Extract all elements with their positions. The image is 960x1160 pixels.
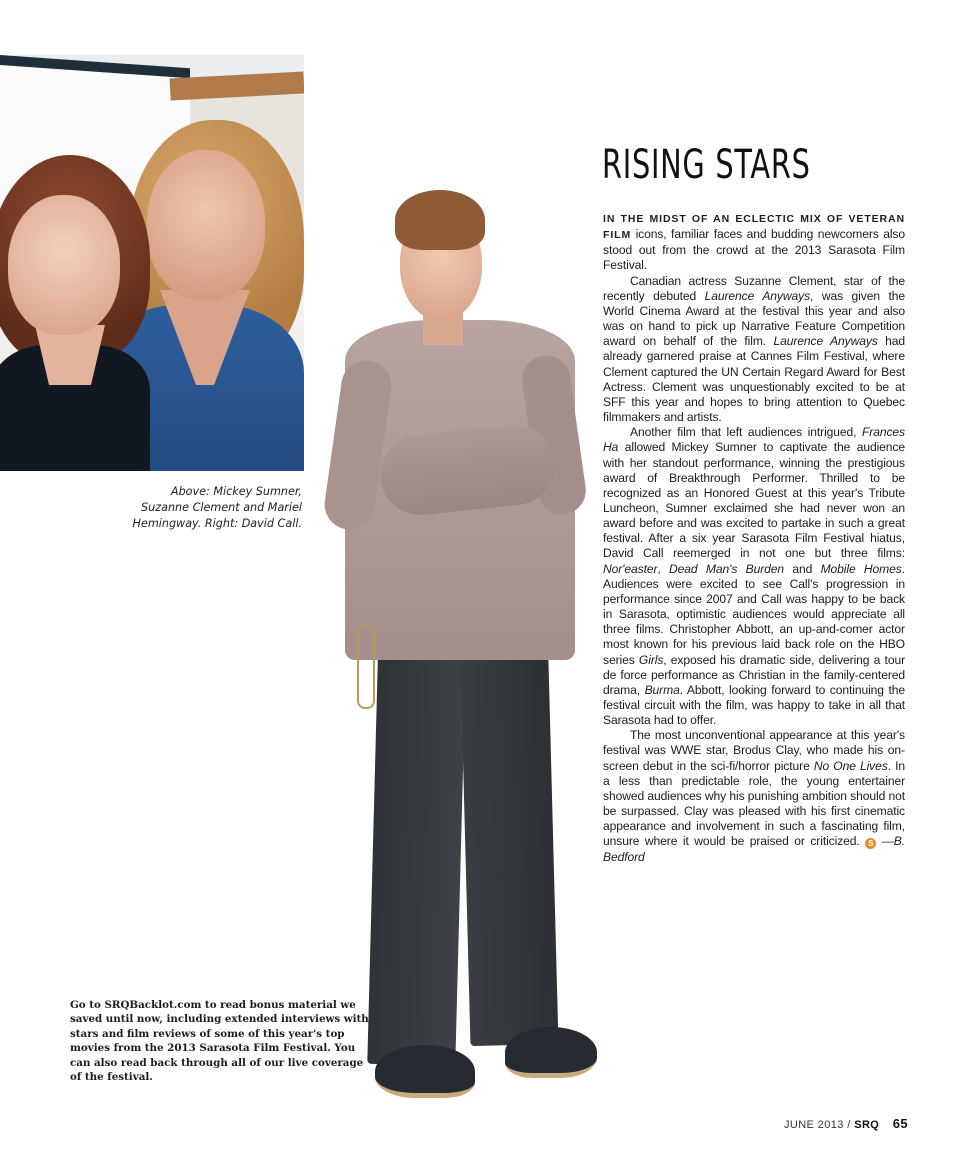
article-paragraph [603, 274, 905, 426]
article-text: The most unconventional appearance at this year's festival was WWE star, Brodus Clay, who made his on-screen debut in the sci-fi/horror picture [603, 728, 905, 773]
film-title: Burma [644, 682, 680, 697]
end-mark-icon: S [865, 838, 876, 849]
film-title: Dead Man's Burden [669, 561, 784, 576]
magazine-name: SRQ [854, 1119, 880, 1131]
article-lead: IN THE MIDST OF AN ECLECTIC MIX OF VETERAN FILM [603, 213, 905, 242]
article-text: and [784, 561, 821, 576]
page-folio [784, 1116, 908, 1131]
issue-date: JUNE 2013 [783, 1119, 844, 1131]
byline: —B. Bedford [603, 834, 905, 864]
article-text: , [657, 561, 670, 576]
article-text: had already garnered praise at Cannes Film Festival, where Clement captured the UN Certain Regard Award for Best Actress. Clement was unquestionably excited to be at SFF this year and hopes to bring attention to Quebec filmmakers and artists. [603, 334, 905, 425]
film-title: Nor'easter [603, 561, 658, 576]
article-text: . Audiences were excited to see Call's progression in performance since 2007 and Call was happy to be back in Sarasota, optimistic audiences would appreciate all three films. Christopher Abbott, an up-and-comer actor most known for his previous laid back role on the HBO series [603, 561, 905, 667]
article-text: . Abbott, looking forward to continuing the festival circuit with the film, was happy to take in all that Sarasota had to offer. [603, 682, 905, 728]
article-body [603, 211, 905, 865]
portrait-photo [325, 185, 585, 1105]
page-number: 65 [892, 1116, 908, 1131]
article-paragraph [603, 425, 905, 728]
article-paragraph [603, 728, 905, 864]
article-text: , was given the World Cinema Award at the festival this year and also was on hand to pick up Narrative Feature Competition award on behalf of the film. [603, 288, 905, 349]
show-title: Girls [638, 652, 664, 667]
article-text: Canadian actress Suzanne Clement, star of the recently debuted [603, 273, 905, 303]
photo-caption: Above: Mickey Sumner, Suzanne Clement and Mariel Hemingway. Right: David Call. [132, 485, 302, 530]
article-text: . In a less than predictable role, the young entertainer showed audiences why his punishing ambition should not be surpassed. Clay was pleased with his first cinematic appearance and involvement in such a fascinating film, unsure where it would be praised or criticized. [603, 758, 906, 849]
folio-separator: / [847, 1119, 851, 1131]
headline: RISING STARS [602, 142, 811, 188]
article-text: , exposed his dramatic side, delivering a tour de force performance as Christian in the family-centered drama, [603, 652, 905, 697]
film-title: Laurence Anyways [773, 334, 878, 349]
film-title: Frances Ha [603, 425, 905, 455]
film-title: Mobile Homes [820, 561, 902, 576]
film-title: Laurence Anyways [704, 288, 811, 303]
article-text: Another film that left audiences intrigued, [630, 425, 862, 440]
article-text: icons, familiar faces and budding newcomers also stood out from the crowd at the 2013 Sarasota Film Festival. [603, 227, 905, 273]
article-paragraph [603, 211, 905, 274]
group-photo [0, 55, 304, 471]
promo-text: Go to SRQBacklot.com to read bonus material we saved until now, including extended interviews with stars and film reviews of some of this year's top movies from the 2013 Sarasota Film Festival. You can also read back through all of our live coverage of the festival. [70, 999, 369, 1084]
article-text: allowed Mickey Sumner to captivate the audience with her standout performance, winning the prestigious award of Breakthrough Performer. Thrilled to be recognized as an Honored Guest at this year's Tribute Luncheon, Sumner exclaimed she had never won an award before and was excited to partake in such a great festival. After a six year Sarasota Film Festival hiatus, David Call reemerged in not one but three films: [603, 440, 905, 561]
film-title: No One Lives [813, 758, 888, 773]
